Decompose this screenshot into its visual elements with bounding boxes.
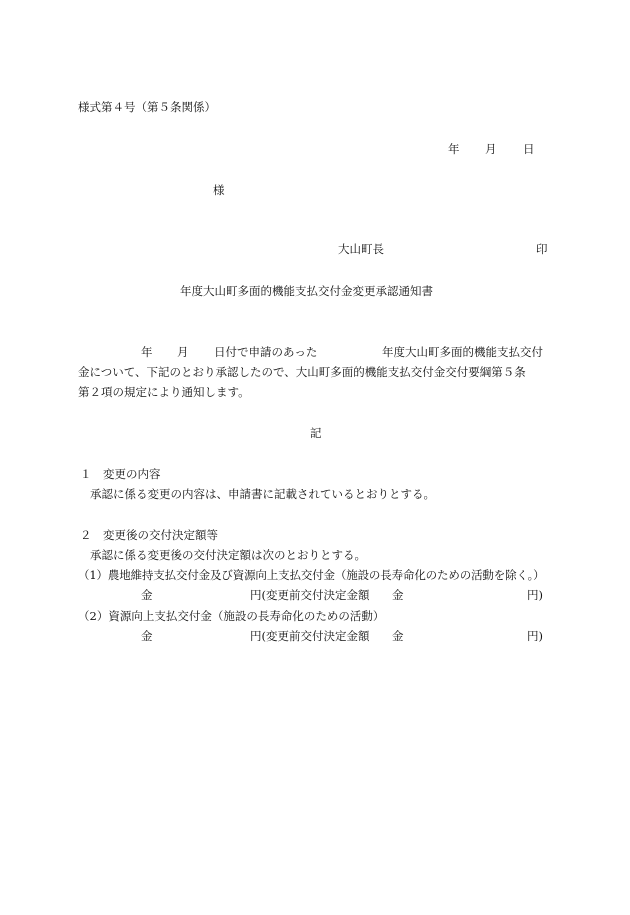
amount-item-2-kin: 金 [141, 629, 153, 643]
issuer-seal: 印 [536, 242, 548, 256]
addressee-suffix: 様 [213, 183, 225, 197]
section-1-text: 承認に係る変更の内容は、申請書に記載されているとおりとする。 [90, 487, 435, 501]
ki-heading: 記 [310, 426, 322, 440]
document-title: 年度大山町多面的機能支払交付金変更承認通知書 [180, 284, 433, 298]
issuer-name: 大山町長 [338, 242, 384, 256]
date-day-label: 日 [523, 142, 535, 156]
form-number: 様式第４号（第５条関係） [78, 100, 216, 114]
amount-item-1-kin2: 金 [392, 588, 404, 602]
amount-item-1-yen-before: 円(変更前交付決定金額 [250, 588, 370, 602]
body-tail: 年度大山町多面的機能支払交付 [382, 345, 543, 359]
body-line-3: 第２項の規定により通知します。 [78, 385, 250, 399]
amount-item-2-label: （2）資源向上支払交付金（施設の長寿命化のための活動） [78, 609, 385, 623]
amount-item-2-kin2: 金 [392, 629, 404, 643]
section-1-heading: １ 変更の内容 [80, 467, 161, 481]
body-day-text: 日付で申請のあった [214, 345, 318, 359]
date-month-label: 月 [485, 142, 497, 156]
body-month: 月 [177, 345, 189, 359]
date-year-label: 年 [448, 142, 460, 156]
amount-item-1-yen-after: 円) [527, 588, 543, 602]
amount-item-1-label: （1）農地維持支払交付金及び資源向上支払交付金（施設の長寿命化のための活動を除く。） [78, 568, 545, 582]
body-line-2: 金について、下記のとおり承認したので、大山町多面的機能支払交付金交付要綱第５条 [78, 365, 526, 379]
section-2-text: 承認に係る変更後の交付決定額は次のとおりとする。 [90, 548, 366, 562]
body-year: 年 [141, 345, 153, 359]
section-2-heading: ２ 変更後の交付決定額等 [80, 528, 218, 542]
amount-item-1-kin: 金 [141, 588, 153, 602]
amount-item-2-yen-before: 円(変更前交付決定金額 [250, 629, 370, 643]
amount-item-2-yen-after: 円) [527, 629, 543, 643]
